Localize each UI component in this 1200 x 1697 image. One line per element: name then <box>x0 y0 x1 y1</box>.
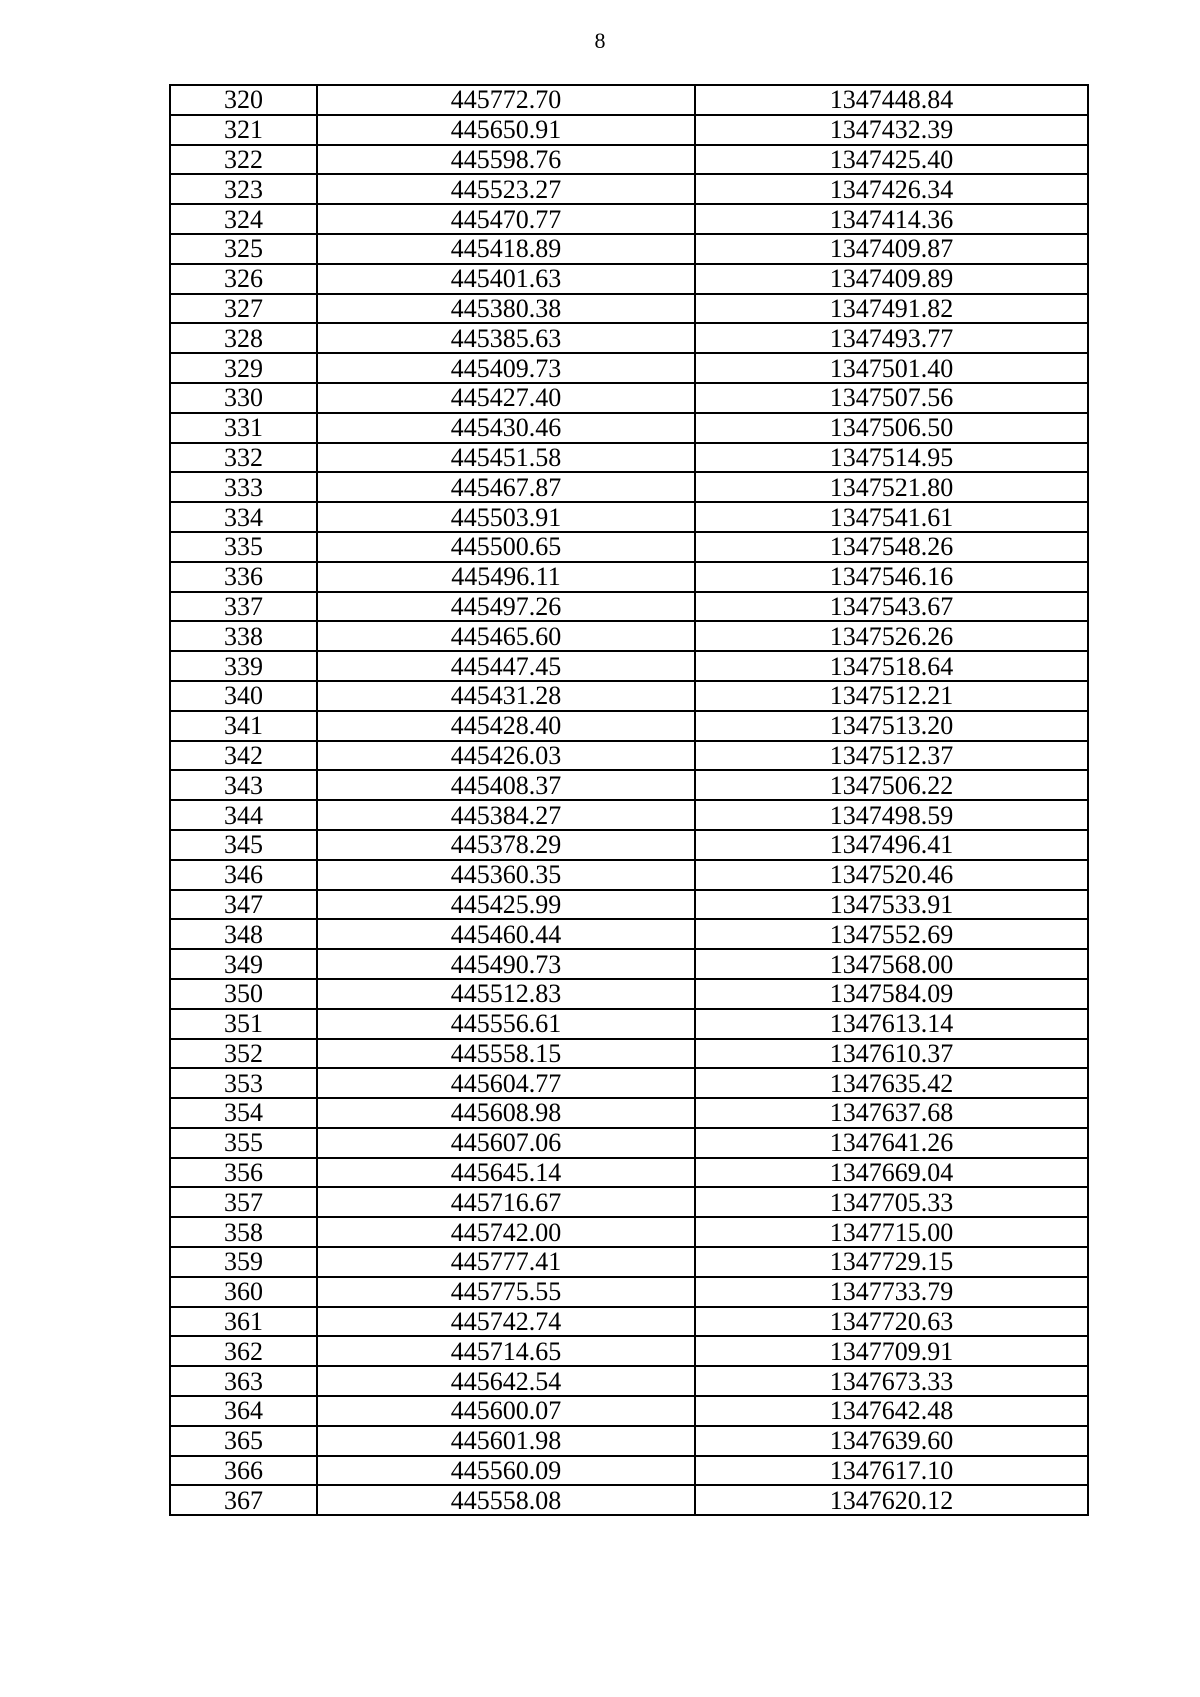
x-coordinate-cell: 445556.61 <box>317 1009 695 1039</box>
point-number-cell: 362 <box>170 1336 317 1366</box>
y-coordinate-cell: 1347548.26 <box>695 532 1088 562</box>
table-row <box>170 681 1088 711</box>
y-coordinate-cell: 1347426.34 <box>695 174 1088 204</box>
point-number-cell: 330 <box>170 383 317 413</box>
table-row <box>170 1247 1088 1277</box>
y-coordinate-cell: 1347507.56 <box>695 383 1088 413</box>
table-row <box>170 562 1088 592</box>
x-coordinate-cell: 445645.14 <box>317 1158 695 1188</box>
point-number-cell: 342 <box>170 741 317 771</box>
y-coordinate-cell: 1347501.40 <box>695 353 1088 383</box>
table-row <box>170 323 1088 353</box>
point-number-cell: 327 <box>170 294 317 324</box>
x-coordinate-cell: 445490.73 <box>317 949 695 979</box>
y-coordinate-cell: 1347409.89 <box>695 264 1088 294</box>
point-number-cell: 334 <box>170 502 317 532</box>
table-row <box>170 919 1088 949</box>
table-row <box>170 890 1088 920</box>
table-row <box>170 1426 1088 1456</box>
x-coordinate-cell: 445451.58 <box>317 443 695 473</box>
point-number-cell: 325 <box>170 234 317 264</box>
x-coordinate-cell: 445523.27 <box>317 174 695 204</box>
y-coordinate-cell: 1347617.10 <box>695 1456 1088 1486</box>
table-row <box>170 800 1088 830</box>
point-number-cell: 328 <box>170 323 317 353</box>
y-coordinate-cell: 1347409.87 <box>695 234 1088 264</box>
point-number-cell: 347 <box>170 890 317 920</box>
x-coordinate-cell: 445384.27 <box>317 800 695 830</box>
x-coordinate-cell: 445716.67 <box>317 1187 695 1217</box>
point-number-cell: 348 <box>170 919 317 949</box>
point-number-cell: 323 <box>170 174 317 204</box>
table-row <box>170 1396 1088 1426</box>
table-row <box>170 592 1088 622</box>
table-row <box>170 949 1088 979</box>
table-row <box>170 85 1088 115</box>
y-coordinate-cell: 1347635.42 <box>695 1068 1088 1098</box>
table-row <box>170 294 1088 324</box>
x-coordinate-cell: 445378.29 <box>317 830 695 860</box>
x-coordinate-cell: 445560.09 <box>317 1456 695 1486</box>
y-coordinate-cell: 1347584.09 <box>695 979 1088 1009</box>
point-number-cell: 361 <box>170 1307 317 1337</box>
table-row <box>170 1187 1088 1217</box>
table-row <box>170 621 1088 651</box>
point-number-cell: 341 <box>170 711 317 741</box>
y-coordinate-cell: 1347498.59 <box>695 800 1088 830</box>
x-coordinate-cell: 445777.41 <box>317 1247 695 1277</box>
coordinates-table-body <box>170 85 1088 1515</box>
y-coordinate-cell: 1347620.12 <box>695 1485 1088 1515</box>
x-coordinate-cell: 445500.65 <box>317 532 695 562</box>
y-coordinate-cell: 1347526.26 <box>695 621 1088 651</box>
x-coordinate-cell: 445497.26 <box>317 592 695 622</box>
y-coordinate-cell: 1347506.22 <box>695 770 1088 800</box>
point-number-cell: 354 <box>170 1098 317 1128</box>
x-coordinate-cell: 445604.77 <box>317 1068 695 1098</box>
point-number-cell: 336 <box>170 562 317 592</box>
y-coordinate-cell: 1347541.61 <box>695 502 1088 532</box>
x-coordinate-cell: 445496.11 <box>317 562 695 592</box>
point-number-cell: 345 <box>170 830 317 860</box>
coordinates-table-container <box>169 84 1089 1516</box>
table-row <box>170 1336 1088 1366</box>
table-row <box>170 1366 1088 1396</box>
y-coordinate-cell: 1347514.95 <box>695 443 1088 473</box>
table-row <box>170 651 1088 681</box>
x-coordinate-cell: 445503.91 <box>317 502 695 532</box>
table-row <box>170 1277 1088 1307</box>
point-number-cell: 364 <box>170 1396 317 1426</box>
x-coordinate-cell: 445380.38 <box>317 294 695 324</box>
y-coordinate-cell: 1347705.33 <box>695 1187 1088 1217</box>
table-row <box>170 174 1088 204</box>
table-row <box>170 502 1088 532</box>
point-number-cell: 322 <box>170 145 317 175</box>
point-number-cell: 320 <box>170 85 317 115</box>
table-row <box>170 770 1088 800</box>
y-coordinate-cell: 1347520.46 <box>695 860 1088 890</box>
point-number-cell: 351 <box>170 1009 317 1039</box>
x-coordinate-cell: 445425.99 <box>317 890 695 920</box>
x-coordinate-cell: 445427.40 <box>317 383 695 413</box>
x-coordinate-cell: 445608.98 <box>317 1098 695 1128</box>
x-coordinate-cell: 445418.89 <box>317 234 695 264</box>
y-coordinate-cell: 1347414.36 <box>695 204 1088 234</box>
point-number-cell: 332 <box>170 443 317 473</box>
point-number-cell: 366 <box>170 1456 317 1486</box>
x-coordinate-cell: 445467.87 <box>317 472 695 502</box>
x-coordinate-cell: 445447.45 <box>317 651 695 681</box>
table-row <box>170 1128 1088 1158</box>
x-coordinate-cell: 445401.63 <box>317 264 695 294</box>
point-number-cell: 353 <box>170 1068 317 1098</box>
table-row <box>170 413 1088 443</box>
y-coordinate-cell: 1347669.04 <box>695 1158 1088 1188</box>
x-coordinate-cell: 445409.73 <box>317 353 695 383</box>
table-row <box>170 1039 1088 1069</box>
point-number-cell: 355 <box>170 1128 317 1158</box>
y-coordinate-cell: 1347568.00 <box>695 949 1088 979</box>
x-coordinate-cell: 445430.46 <box>317 413 695 443</box>
y-coordinate-cell: 1347641.26 <box>695 1128 1088 1158</box>
y-coordinate-cell: 1347521.80 <box>695 472 1088 502</box>
table-row <box>170 1456 1088 1486</box>
table-row <box>170 204 1088 234</box>
x-coordinate-cell: 445775.55 <box>317 1277 695 1307</box>
x-coordinate-cell: 445772.70 <box>317 85 695 115</box>
x-coordinate-cell: 445360.35 <box>317 860 695 890</box>
point-number-cell: 324 <box>170 204 317 234</box>
x-coordinate-cell: 445512.83 <box>317 979 695 1009</box>
y-coordinate-cell: 1347720.63 <box>695 1307 1088 1337</box>
table-row <box>170 830 1088 860</box>
y-coordinate-cell: 1347546.16 <box>695 562 1088 592</box>
point-number-cell: 337 <box>170 592 317 622</box>
table-row <box>170 1009 1088 1039</box>
y-coordinate-cell: 1347543.67 <box>695 592 1088 622</box>
y-coordinate-cell: 1347613.14 <box>695 1009 1088 1039</box>
y-coordinate-cell: 1347533.91 <box>695 890 1088 920</box>
x-coordinate-cell: 445742.74 <box>317 1307 695 1337</box>
point-number-cell: 356 <box>170 1158 317 1188</box>
page-number: 8 <box>594 28 606 53</box>
y-coordinate-cell: 1347496.41 <box>695 830 1088 860</box>
table-row <box>170 1217 1088 1247</box>
y-coordinate-cell: 1347709.91 <box>695 1336 1088 1366</box>
x-coordinate-cell: 445460.44 <box>317 919 695 949</box>
point-number-cell: 357 <box>170 1187 317 1217</box>
table-row <box>170 472 1088 502</box>
x-coordinate-cell: 445385.63 <box>317 323 695 353</box>
table-row <box>170 353 1088 383</box>
table-row <box>170 979 1088 1009</box>
point-number-cell: 360 <box>170 1277 317 1307</box>
table-row <box>170 383 1088 413</box>
x-coordinate-cell: 445558.08 <box>317 1485 695 1515</box>
table-row <box>170 1098 1088 1128</box>
x-coordinate-cell: 445607.06 <box>317 1128 695 1158</box>
y-coordinate-cell: 1347493.77 <box>695 323 1088 353</box>
point-number-cell: 326 <box>170 264 317 294</box>
x-coordinate-cell: 445431.28 <box>317 681 695 711</box>
x-coordinate-cell: 445428.40 <box>317 711 695 741</box>
y-coordinate-cell: 1347506.50 <box>695 413 1088 443</box>
table-row <box>170 115 1088 145</box>
y-coordinate-cell: 1347512.37 <box>695 741 1088 771</box>
x-coordinate-cell: 445650.91 <box>317 115 695 145</box>
point-number-cell: 365 <box>170 1426 317 1456</box>
y-coordinate-cell: 1347637.68 <box>695 1098 1088 1128</box>
point-number-cell: 349 <box>170 949 317 979</box>
y-coordinate-cell: 1347673.33 <box>695 1366 1088 1396</box>
y-coordinate-cell: 1347518.64 <box>695 651 1088 681</box>
x-coordinate-cell: 445642.54 <box>317 1366 695 1396</box>
y-coordinate-cell: 1347642.48 <box>695 1396 1088 1426</box>
y-coordinate-cell: 1347512.21 <box>695 681 1088 711</box>
table-row <box>170 1307 1088 1337</box>
x-coordinate-cell: 445465.60 <box>317 621 695 651</box>
x-coordinate-cell: 445426.03 <box>317 741 695 771</box>
point-number-cell: 339 <box>170 651 317 681</box>
point-number-cell: 344 <box>170 800 317 830</box>
point-number-cell: 329 <box>170 353 317 383</box>
y-coordinate-cell: 1347448.84 <box>695 85 1088 115</box>
x-coordinate-cell: 445600.07 <box>317 1396 695 1426</box>
table-row <box>170 1158 1088 1188</box>
x-coordinate-cell: 445742.00 <box>317 1217 695 1247</box>
y-coordinate-cell: 1347425.40 <box>695 145 1088 175</box>
table-row <box>170 264 1088 294</box>
y-coordinate-cell: 1347610.37 <box>695 1039 1088 1069</box>
point-number-cell: 331 <box>170 413 317 443</box>
x-coordinate-cell: 445714.65 <box>317 1336 695 1366</box>
point-number-cell: 363 <box>170 1366 317 1396</box>
point-number-cell: 358 <box>170 1217 317 1247</box>
coordinates-table <box>169 84 1089 1516</box>
point-number-cell: 359 <box>170 1247 317 1277</box>
point-number-cell: 367 <box>170 1485 317 1515</box>
point-number-cell: 346 <box>170 860 317 890</box>
point-number-cell: 338 <box>170 621 317 651</box>
point-number-cell: 340 <box>170 681 317 711</box>
table-row <box>170 443 1088 473</box>
point-number-cell: 321 <box>170 115 317 145</box>
table-row <box>170 1485 1088 1515</box>
y-coordinate-cell: 1347729.15 <box>695 1247 1088 1277</box>
point-number-cell: 350 <box>170 979 317 1009</box>
x-coordinate-cell: 445558.15 <box>317 1039 695 1069</box>
table-row <box>170 711 1088 741</box>
y-coordinate-cell: 1347432.39 <box>695 115 1088 145</box>
y-coordinate-cell: 1347639.60 <box>695 1426 1088 1456</box>
x-coordinate-cell: 445598.76 <box>317 145 695 175</box>
point-number-cell: 333 <box>170 472 317 502</box>
table-row <box>170 1068 1088 1098</box>
x-coordinate-cell: 445470.77 <box>317 204 695 234</box>
y-coordinate-cell: 1347513.20 <box>695 711 1088 741</box>
table-row <box>170 741 1088 771</box>
table-row <box>170 234 1088 264</box>
y-coordinate-cell: 1347715.00 <box>695 1217 1088 1247</box>
x-coordinate-cell: 445601.98 <box>317 1426 695 1456</box>
y-coordinate-cell: 1347552.69 <box>695 919 1088 949</box>
y-coordinate-cell: 1347733.79 <box>695 1277 1088 1307</box>
point-number-cell: 335 <box>170 532 317 562</box>
y-coordinate-cell: 1347491.82 <box>695 294 1088 324</box>
table-row <box>170 145 1088 175</box>
point-number-cell: 343 <box>170 770 317 800</box>
point-number-cell: 352 <box>170 1039 317 1069</box>
x-coordinate-cell: 445408.37 <box>317 770 695 800</box>
table-row <box>170 860 1088 890</box>
table-row <box>170 532 1088 562</box>
